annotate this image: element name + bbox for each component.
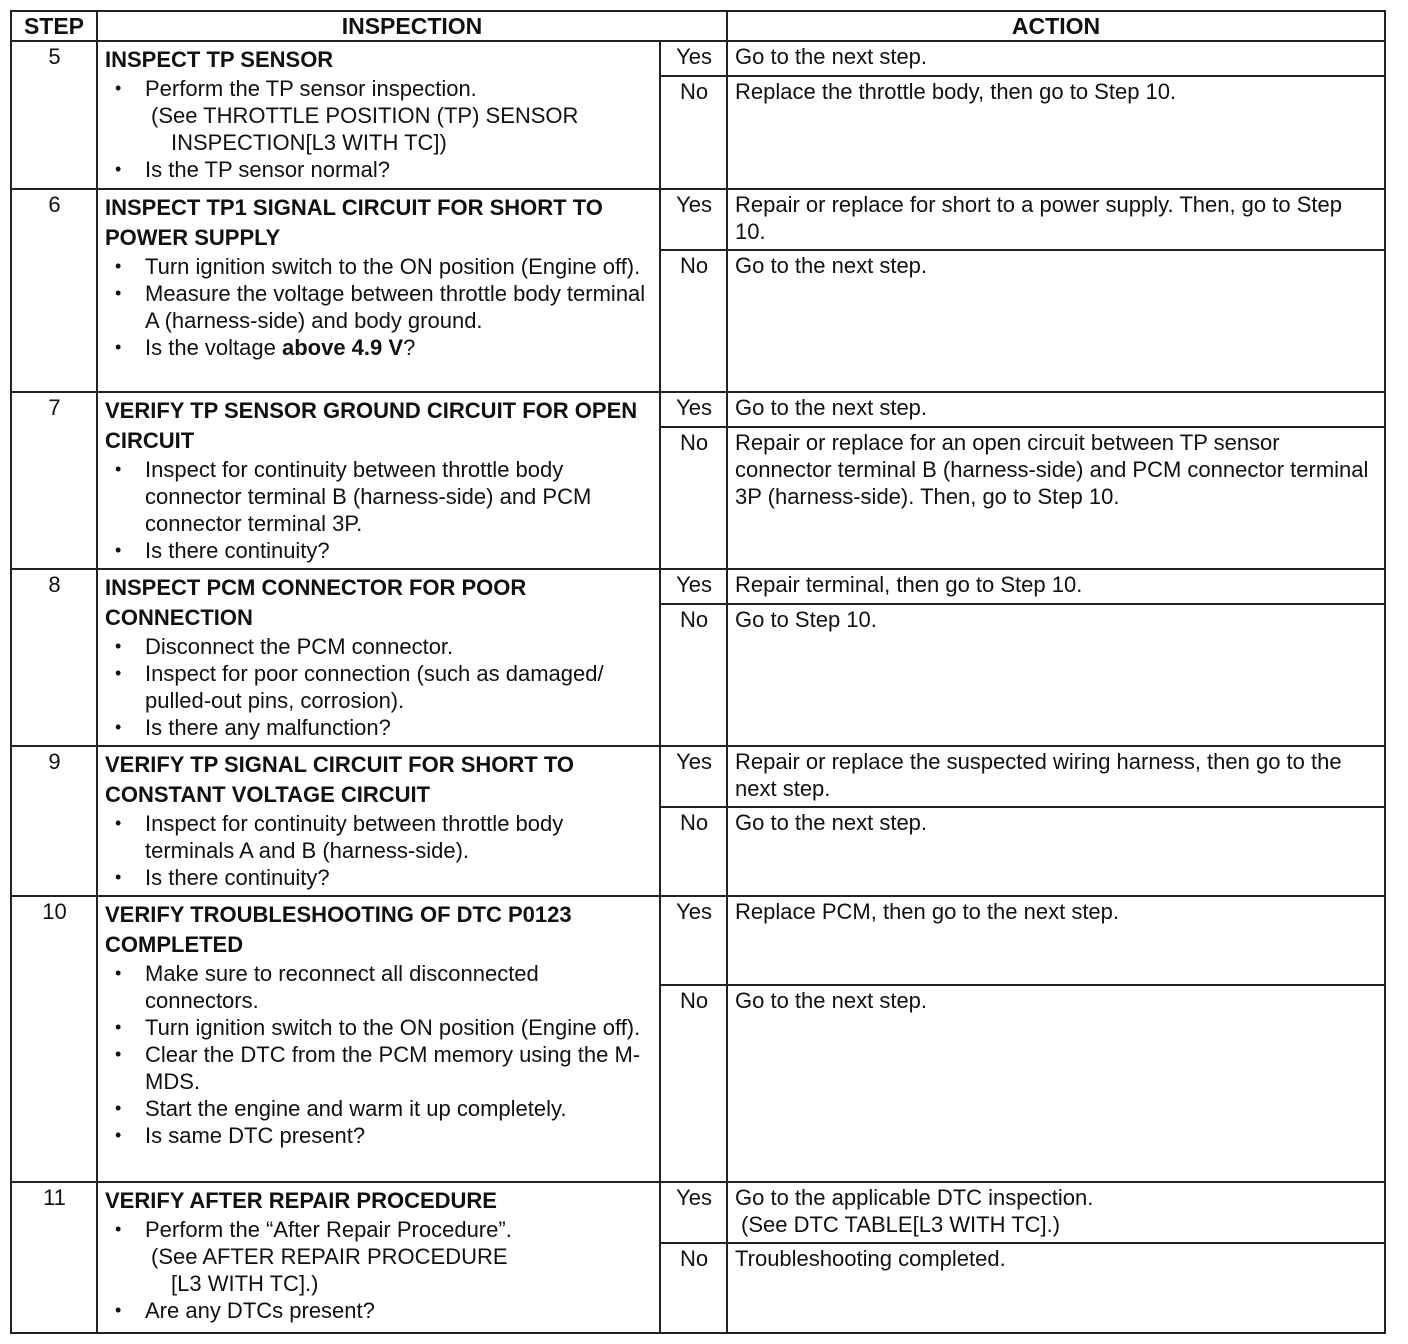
inspection-list <box>105 633 653 741</box>
inspection-item <box>105 810 653 864</box>
inspection-item <box>105 1216 653 1297</box>
inspection-item-text: Inspect for poor connection (such as damaged/ pulled-out pins, corrosion). <box>145 661 604 713</box>
no-action: Go to Step 10. <box>727 604 1385 746</box>
inspection-item-text: Is there continuity? <box>145 865 330 890</box>
yes-action-text: Go to the applicable DTC inspection. <box>735 1185 1094 1210</box>
inspection-cell <box>97 41 660 189</box>
inspection-item <box>105 633 653 660</box>
inspection-item <box>105 714 653 741</box>
yes-action-reference: (See DTC TABLE[L3 WITH TC].) <box>741 1212 1061 1237</box>
step-number: 7 <box>11 392 97 569</box>
yes-label: Yes <box>660 896 727 985</box>
inspection-item-text: Is there any malfunction? <box>145 715 391 740</box>
inspection-item <box>105 334 653 361</box>
inspection-item <box>105 1122 653 1149</box>
inspection-item-text: Is same DTC present? <box>145 1123 366 1148</box>
yes-action <box>727 41 1385 76</box>
inspection-item <box>105 75 653 156</box>
inspection-item <box>105 1095 653 1122</box>
yes-action <box>727 189 1385 250</box>
inspection-title: INSPECT PCM CONNECTOR FOR POOR CONNECTION <box>105 575 527 630</box>
inspection-title: INSPECT TP1 SIGNAL CIRCUIT FOR SHORT TO POWER SUPPLY <box>105 195 603 250</box>
inspection-item-text: Clear the DTC from the PCM memory using the M-MDS. <box>145 1042 641 1094</box>
inspection-item-reference: (See THROTTLE POSITION (TP) SENSOR <box>151 103 579 128</box>
no-label: No <box>660 604 727 746</box>
inspection-item-text: Is there continuity? <box>145 538 330 563</box>
table-row <box>11 41 1385 76</box>
inspection-item <box>105 1297 653 1324</box>
no-label: No <box>660 807 727 896</box>
inspection-item-text: Turn ignition switch to the ON position (Engine off). <box>145 254 641 279</box>
yes-action-text: Go to the next step. <box>735 44 928 69</box>
yes-action-text: Replace PCM, then go to the next step. <box>735 899 1120 924</box>
yes-action-text: Repair terminal, then go to Step 10. <box>735 572 1083 597</box>
inspection-item-text: Inspect for continuity between throttle body connector terminal B (harness-side) and PCM connector terminal 3P. <box>145 457 592 536</box>
no-label: No <box>660 427 727 569</box>
inspection-item <box>105 960 653 1014</box>
no-action: Replace the throttle body, then go to Step 10. <box>727 76 1385 189</box>
inspection-cell <box>97 392 660 569</box>
step-number: 11 <box>11 1182 97 1333</box>
inspection-item-text: Turn ignition switch to the ON position (Engine off). <box>145 1015 641 1040</box>
inspection-item-suffix: ? <box>403 335 416 360</box>
inspection-item-text: Make sure to reconnect all disconnected connectors. <box>145 961 539 1013</box>
yes-label: Yes <box>660 1182 727 1243</box>
inspection-item-text: Disconnect the PCM connector. <box>145 634 454 659</box>
inspection-item-text: Is the voltage <box>145 335 282 360</box>
inspection-list <box>105 960 653 1149</box>
inspection-cell <box>97 896 660 1182</box>
inspection-item-emphasis: above 4.9 V <box>281 335 404 360</box>
header-inspection: INSPECTION <box>97 11 727 41</box>
yes-action-text: Repair or replace the suspected wiring harness, then go to the next step. <box>735 749 1342 801</box>
yes-action <box>727 896 1385 985</box>
no-label: No <box>660 1243 727 1333</box>
troubleshooting-table <box>10 10 1386 1334</box>
inspection-title: VERIFY TROUBLESHOOTING OF DTC P0123 COMPLETED <box>105 902 572 957</box>
inspection-list <box>105 810 653 891</box>
table-row <box>11 569 1385 604</box>
no-action: Repair or replace for an open circuit between TP sensor connector terminal B (harness-side) and PCM connector terminal 3P (harness-side). Then, go to Step 10. <box>727 427 1385 569</box>
yes-action <box>727 392 1385 427</box>
yes-action-text: Go to the next step. <box>735 395 928 420</box>
inspection-item-text: Perform the “After Repair Procedure”. <box>145 1217 512 1242</box>
yes-label: Yes <box>660 569 727 604</box>
inspection-item <box>105 1041 653 1095</box>
yes-action-text: Repair or replace for short to a power supply. Then, go to Step 10. <box>735 192 1342 244</box>
inspection-list <box>105 253 653 361</box>
step-number: 10 <box>11 896 97 1182</box>
table-row <box>11 189 1385 250</box>
inspection-title: VERIFY TP SIGNAL CIRCUIT FOR SHORT TO CONSTANT VOLTAGE CIRCUIT <box>105 752 574 807</box>
inspection-item-text: Inspect for continuity between throttle body terminals A and B (harness-side). <box>145 811 564 863</box>
inspection-item <box>105 537 653 564</box>
inspection-item-reference-cont: INSPECTION[L3 WITH TC]) <box>171 130 447 155</box>
inspection-item-text: Is the TP sensor normal? <box>145 157 390 182</box>
yes-action <box>727 746 1385 807</box>
inspection-title: INSPECT TP SENSOR <box>105 47 334 72</box>
no-action: Go to the next step. <box>727 985 1385 1182</box>
step-number: 5 <box>11 41 97 189</box>
inspection-cell <box>97 189 660 392</box>
inspection-item-reference-cont: [L3 WITH TC].) <box>171 1271 319 1296</box>
yes-label: Yes <box>660 746 727 807</box>
inspection-title: VERIFY AFTER REPAIR PROCEDURE <box>105 1188 497 1213</box>
inspection-item <box>105 456 653 537</box>
no-label: No <box>660 250 727 392</box>
inspection-item-text: Perform the TP sensor inspection. <box>145 76 477 101</box>
inspection-item-text: Are any DTCs present? <box>145 1298 375 1323</box>
inspection-item <box>105 156 653 183</box>
yes-label: Yes <box>660 41 727 76</box>
table-row <box>11 392 1385 427</box>
inspection-item-text: Measure the voltage between throttle body terminal A (harness-side) and body ground. <box>145 281 646 333</box>
yes-label: Yes <box>660 392 727 427</box>
inspection-item-reference: (See AFTER REPAIR PROCEDURE <box>151 1244 508 1269</box>
step-number: 8 <box>11 569 97 746</box>
table-row <box>11 746 1385 807</box>
inspection-title: VERIFY TP SENSOR GROUND CIRCUIT FOR OPEN CIRCUIT <box>105 398 638 453</box>
no-action: Go to the next step. <box>727 250 1385 392</box>
inspection-list <box>105 456 653 564</box>
no-label: No <box>660 985 727 1182</box>
inspection-item-text: Start the engine and warm it up completely. <box>145 1096 567 1121</box>
inspection-list <box>105 1216 653 1324</box>
inspection-cell <box>97 569 660 746</box>
table-row <box>11 1182 1385 1243</box>
inspection-list <box>105 75 653 183</box>
inspection-item <box>105 864 653 891</box>
yes-label: Yes <box>660 189 727 250</box>
table-body <box>11 41 1385 1333</box>
header-step: STEP <box>11 11 97 41</box>
inspection-item <box>105 1014 653 1041</box>
yes-action <box>727 569 1385 604</box>
step-number: 6 <box>11 189 97 392</box>
no-action: Go to the next step. <box>727 807 1385 896</box>
inspection-item <box>105 253 653 280</box>
inspection-cell <box>97 1182 660 1333</box>
inspection-cell <box>97 746 660 896</box>
header-action: ACTION <box>727 11 1385 41</box>
header-row <box>11 11 1385 41</box>
no-label: No <box>660 76 727 189</box>
inspection-item <box>105 280 653 334</box>
inspection-item <box>105 660 653 714</box>
yes-action <box>727 1182 1385 1243</box>
step-number: 9 <box>11 746 97 896</box>
table-row <box>11 896 1385 985</box>
no-action: Troubleshooting completed. <box>727 1243 1385 1333</box>
